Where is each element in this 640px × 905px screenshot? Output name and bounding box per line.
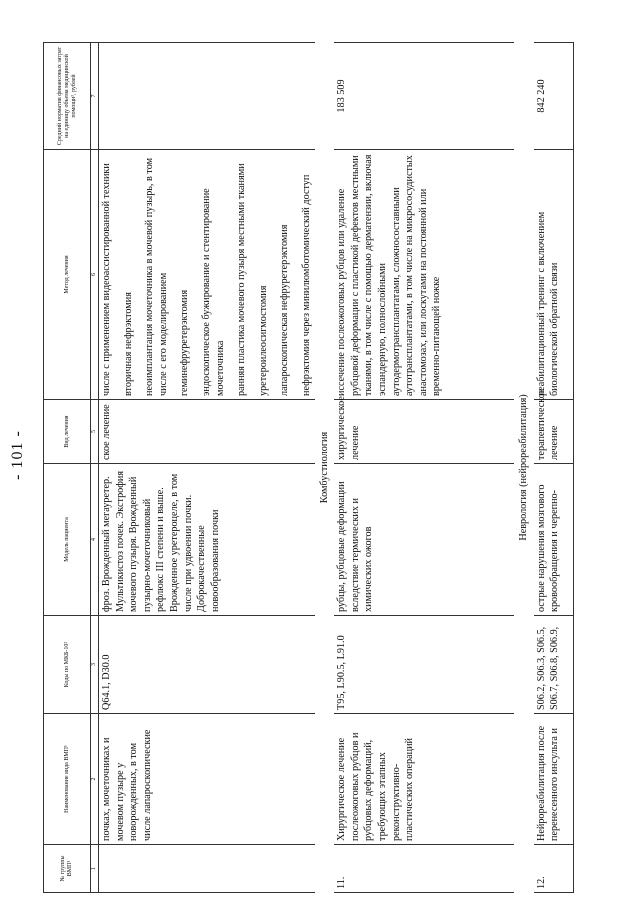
treatment-methods [334, 150, 514, 400]
page-number: - 101 - [9, 430, 26, 480]
column-number: 4 [91, 464, 99, 616]
method-item: нефрэктомия через минилюмботомический доступ [300, 174, 312, 396]
table-row [534, 43, 574, 893]
vmp-name: Нейрореабилитация после перенесенного инсульта и [534, 714, 574, 845]
group-number: 12. [534, 845, 574, 893]
patient-model: рубцы, рубцовые деформации вследствие термических и химических ожогов [334, 464, 514, 616]
section-title: Неврология (нейрореабилитация) [518, 394, 530, 541]
table-row [334, 43, 514, 893]
method-item: ранняя пластика мочевого пузыря местными тканями [236, 163, 248, 396]
treatment-type: хирургическое лечение [334, 400, 514, 464]
header-vmp-name: Наименование вида ВМП¹ [44, 714, 91, 845]
group-number: 11. [334, 845, 514, 893]
header-column-numbers [91, 43, 99, 893]
section-title: Комбустиология [318, 431, 330, 504]
section-row [315, 43, 335, 893]
vmp-name: почках, мочеточниках и мочевом пузыре у новорожденных, в том числе лапароскопические [99, 714, 315, 845]
table-header [44, 43, 99, 893]
patient-model: острые нарушения мозгового кровообращения и черепно- [534, 464, 574, 616]
patient-model: фроз. Врожденный мегауретер. Мультикистоз почек. Экстрофия мочевого пузыря. Врожденный пузырно-мочеточниковый рефлюкс III степени и выше. Врожденное уретероцеле, в том числе при удвоении почки. Доброкачественные новообразования почки [99, 464, 315, 616]
method-item: геминефруретерэктомия [179, 289, 191, 396]
method-item: реабилитационный тренинг с включением биологической обратной связи [535, 211, 561, 396]
method-item: иссечение послеожоговых рубцов или удаление рубцовой деформации с пластикой дефектов местными тканями, в том числе с помощью дерматензии, включая эспандерную, полнослойными аутодермотрансплантатами, сложносоставными аутотрансплантатами, в том числе на микрососудистых анастомозах, или лоскутами на постоянной или временно-питающей ножке [336, 154, 443, 396]
column-number: 7 [91, 43, 99, 150]
header-patient-model: Модель пациента [44, 464, 91, 616]
method-item: числе с применением видеоассистированной техники [101, 163, 112, 396]
header-cost-norm: Средний норматив финансовых затрат на единицу объема медицинской помощи³, рублей [44, 43, 91, 150]
method-item: лапароскопическая нефруретерэктомия [279, 224, 291, 396]
treatment-type: терапевтическое лечение [534, 400, 574, 464]
column-number: 2 [91, 714, 99, 845]
section-row [514, 43, 534, 893]
column-number: 5 [91, 400, 99, 464]
column-number: 6 [91, 150, 99, 400]
method-item: неоимплантация мочеточника в мочевой пузырь, в том числе с его моделированием [144, 157, 169, 396]
cost-norm: 842 240 [534, 43, 574, 150]
vmp-name: Хирургическое лечение послеожоговых рубцов и рубцовых деформаций, требующих этапных реконструктивно-пластических операций [334, 714, 514, 845]
icd-codes: Q64.1, D30.0 [99, 616, 315, 714]
method-item: вторичная нефрэктомия [122, 292, 134, 396]
method-item: эндоскопическое бужирование и стентирование мочеточника [200, 188, 226, 396]
cost-norm: 183 509 [334, 43, 514, 150]
column-number: 1 [91, 845, 99, 893]
cost-norm [99, 43, 315, 150]
treatment-methods [534, 150, 574, 400]
header-treatment-type: Вид лечения [44, 400, 91, 464]
treatment-methods [99, 150, 315, 400]
header-group-number: № группы ВМП¹ [44, 845, 91, 893]
group-number [99, 845, 315, 893]
method-item: уретероилеосигмостомия [257, 285, 269, 396]
icd-codes: S06.2, S06.3, S06.5, S06.7, S06.8, S06.9, [534, 616, 574, 714]
icd-codes: T95, L90.5, L91.0 [334, 616, 514, 714]
treatment-type: ское лечение [99, 400, 315, 464]
vmp-table [43, 42, 574, 893]
column-number: 3 [91, 616, 99, 714]
header-treatment-method: Метод лечения [44, 150, 91, 400]
table-row [99, 43, 315, 893]
header-icd-codes: Коды по МКБ-10² [44, 616, 91, 714]
